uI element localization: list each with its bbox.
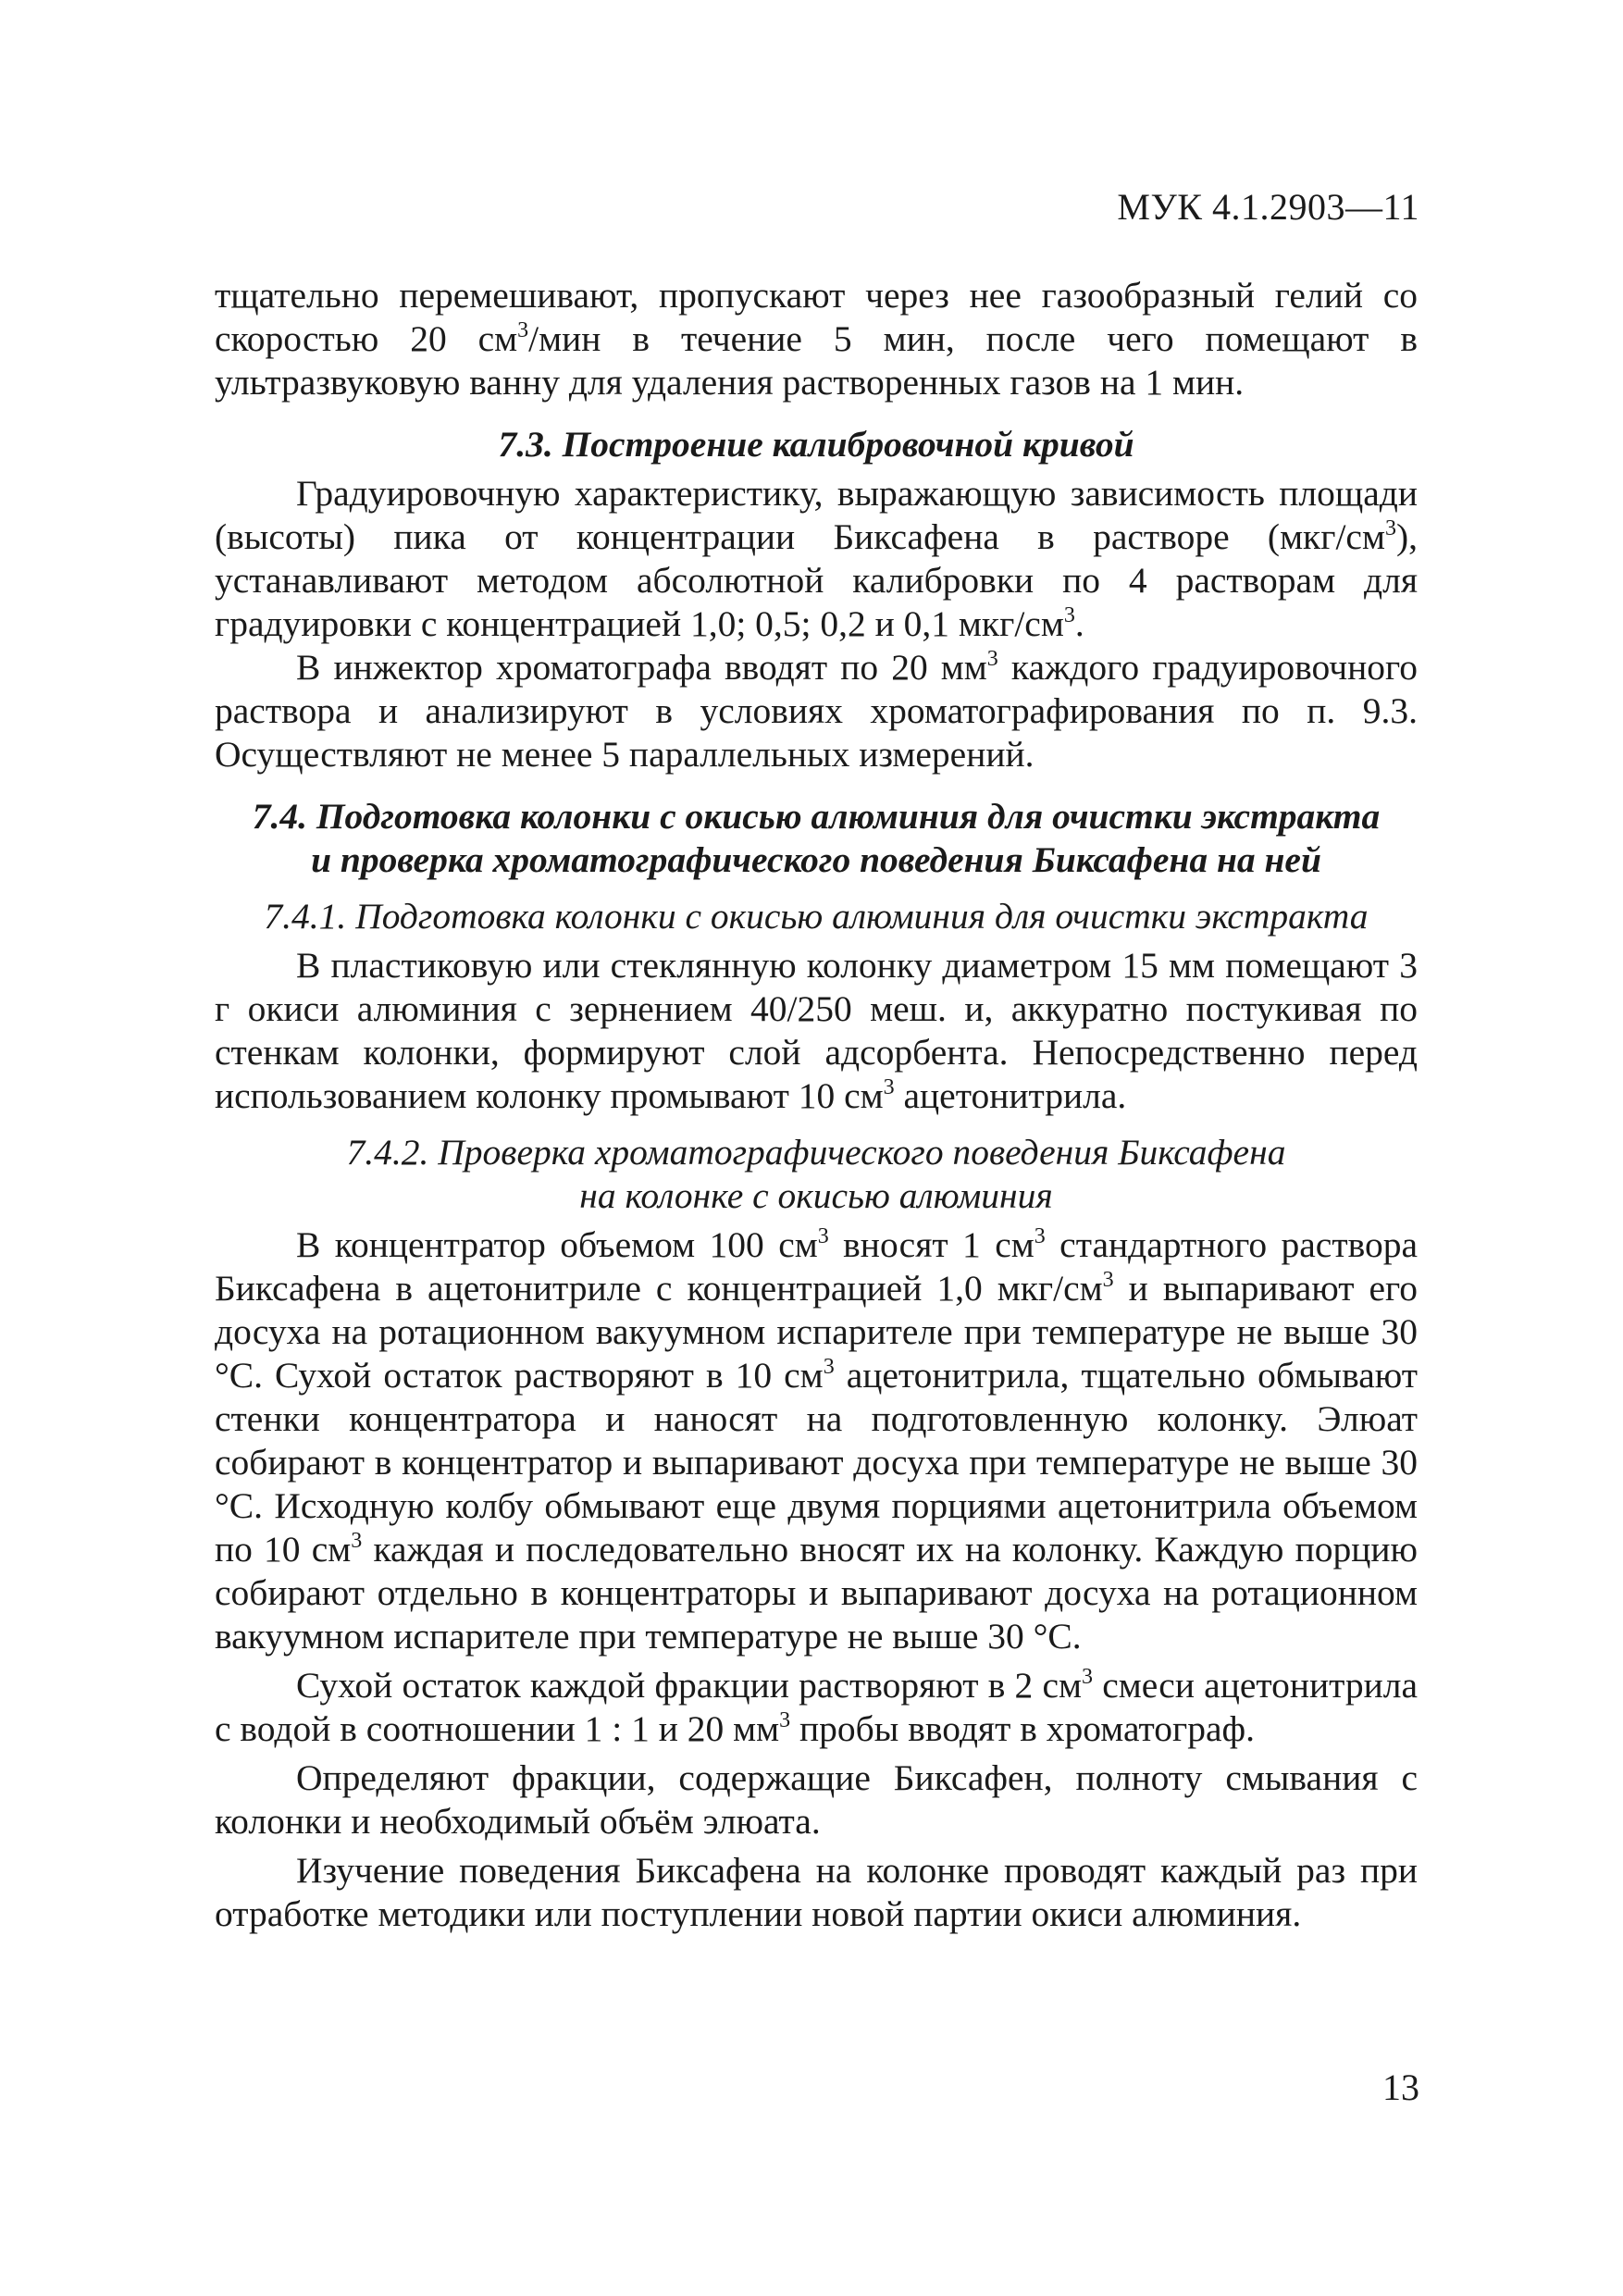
- paragraph-concentrator-procedure: В концентратор объемом 100 $см^3$ вносят 1 $см^3$ стандартного раствора Биксафена в ацетонитриле с концентрацией 1,0 мкг/$см^3$ и выпаривают его досуха на ротационном вакуумном испарителе при температуре не выше 30 °С. Сухой остаток растворяют в 10 $см^3$ ацетонитрила, тщательно обмывают стенки концентратора и наносят на подготовленную колонку. Элюат собирают в концентратор и выпаривают досуха при температуре не выше 30 °С. Исходную колбу обмывают еще двумя порциями ацетонитрила объемом по 10 $см^3$ каждая и последовательно вносят их на колонку. Каждую порцию собирают отдельно в концентраторы и выпаривают досуха на ротационном вакуумном испарителе при температуре не выше 30 °С.: [215, 1224, 1418, 1657]
- section-heading-7-4: [215, 795, 1418, 882]
- subsection-heading-7-4-2: [215, 1131, 1418, 1218]
- superscript-3: 3: [1063, 603, 1075, 627]
- paragraph-calibration-characteristic: Градуировочную характеристику, выражающую зависимость площади (высоты) пика от концентрации Биксафена в растворе $(мкг/см^3)$, устанавливают методом абсолютной калибровки по 4 растворам для градуировки с концентрацией 1,0; 0,5; 0,2 и 0,1 мкг/$см^3$.: [215, 473, 1418, 644]
- superscript-3: 3: [351, 1529, 363, 1553]
- page-number: 13: [1382, 2066, 1419, 2108]
- superscript-3: 3: [1082, 1665, 1094, 1689]
- section-heading-7-3: 7.3. Построение калибровочной кривой: [498, 424, 1134, 465]
- paragraph-helium-degassing: тщательно перемешивают, пропускают через нее газообразный гелий со скоростью 20 $см^3$/мин в течение 5 мин, после чего помещают в ультразвуковую ванну для удаления растворенных газов на 1 мин.: [215, 275, 1418, 403]
- section-heading-7-4-line2: и проверка хроматографического поведения Биксафена на ней: [311, 839, 1321, 880]
- superscript-3: 3: [779, 1708, 791, 1732]
- subsection-heading-7-4-1: 7.4.1. Подготовка колонки с окисью алюминия для очистки экстракта: [264, 896, 1369, 937]
- superscript-3: 3: [517, 318, 529, 342]
- superscript-3: 3: [1384, 516, 1396, 540]
- superscript-3: 3: [817, 1224, 829, 1248]
- section-heading-7-4-line1: 7.4. Подготовка колонки с окисью алюминия для очистки экстракта: [252, 796, 1381, 837]
- paragraph-fractions: Определяют фракции, содержащие Биксафен, полноту смывания с колонки и необходимый объём элюата.: [215, 1757, 1418, 1842]
- subsection-heading-7-4-2-line1: 7.4.2. Проверка хроматографического поведения Биксафена: [346, 1132, 1286, 1173]
- document-code-header: МУК 4.1.2903—11: [1117, 186, 1419, 228]
- paragraph-dry-residue: Сухой остаток каждой фракции растворяют в 2 $см^3$ смеси ацетонитрила с водой в соотношении 1 : 1 и 20 $мм^3$ пробы вводят в хроматограф.: [215, 1665, 1419, 1749]
- paragraph-behavior-study: Изучение поведения Биксафена на колонке проводят каждый раз при отработке методики или поступлении новой партии окиси алюминия.: [215, 1850, 1418, 1934]
- superscript-3: 3: [1102, 1268, 1114, 1292]
- paragraph-injector: В инжектор хроматографа вводят по 20 $мм^3$ каждого градуировочного раствора и анализируют в условиях хроматографирования по п. 9.3. Осуществляют не менее 5 параллельных измерений.: [215, 647, 1418, 775]
- document-body: [215, 274, 1418, 1936]
- superscript-3: 3: [823, 1355, 835, 1379]
- paragraph-column-preparation: В пластиковую или стеклянную колонку диаметром 15 мм помещают 3 г окиси алюминия с зернением 40/250 меш. и, аккуратно постукивая по стенкам колонки, формируют слой адсорбента. Непосредственно перед использованием колонку промывают 10 $см^3$ ацетонитрила.: [215, 945, 1418, 1116]
- superscript-3: 3: [883, 1075, 895, 1099]
- superscript-3: 3: [986, 647, 998, 671]
- subsection-heading-7-4-2-line2: на колонке с окисью алюминия: [579, 1175, 1053, 1216]
- superscript-3: 3: [1034, 1224, 1046, 1248]
